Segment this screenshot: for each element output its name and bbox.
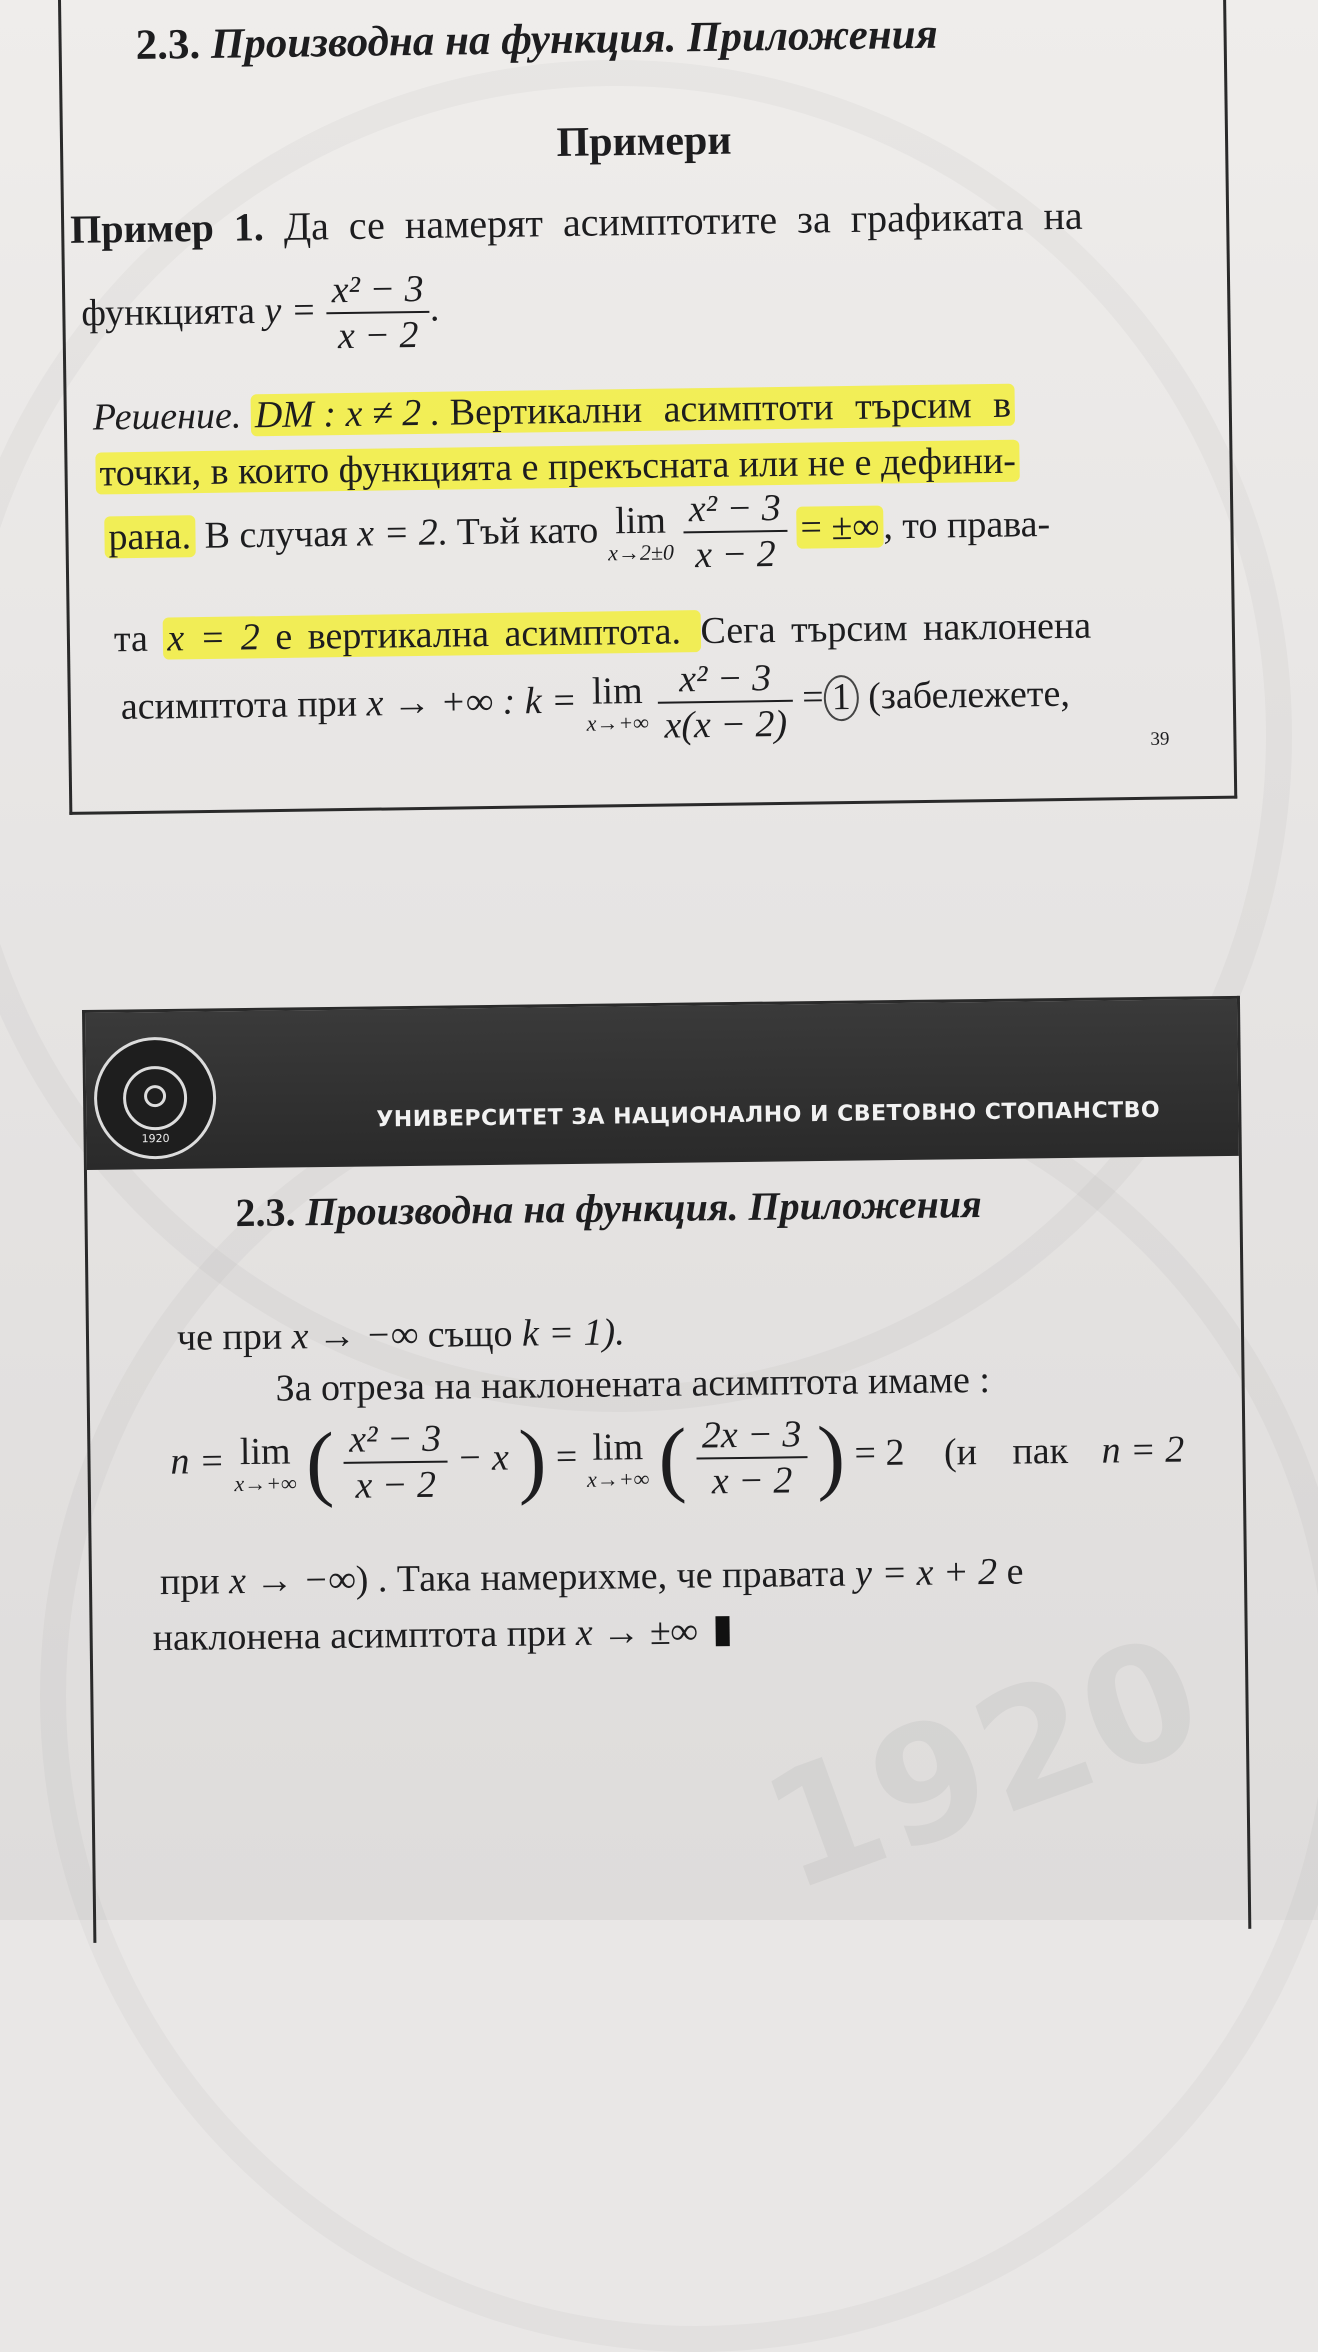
limit-1: lim x→2±0	[607, 499, 675, 566]
continuation-line: че при x → −∞ също k = 1).	[176, 1311, 625, 1359]
logo-year: 1920	[141, 1131, 170, 1146]
function-fraction: $\frac{\text{x² − 3}}{x - 2}$	[325, 267, 430, 358]
function-lhs: y =	[264, 289, 317, 332]
limit-b: lim x→+∞	[586, 1425, 650, 1493]
slide-1	[58, 0, 1237, 815]
watermark-year: 1920	[741, 1599, 1224, 1928]
solution-label: Решение.	[92, 394, 242, 439]
circled-result: 1	[823, 675, 859, 721]
highlight-1: DM : x ≠ 2 . Вертикални асимптоти търсим в	[251, 384, 1016, 437]
limit-a: lim x→+∞	[234, 1429, 297, 1497]
function-word: функцията	[81, 290, 256, 335]
intercept-formula: n = lim x→+∞ ( $\frac{\text{x² − 3}}{x - 2}$ − x ) = lim x→+∞ ( $\frac{2x - 3}{x - 2}$ ) = 2 (и пак n = 2	[170, 1409, 1185, 1510]
fraction-a: $\frac{\text{x² − 3}}{x - 2}$	[343, 1417, 448, 1508]
solution-line-4: та x = 2 е вертикална асимптота. Сега търсим наклонена	[113, 604, 1092, 661]
paren-open-b: (	[658, 1411, 688, 1505]
slide-2	[82, 996, 1251, 1943]
solution-line-3: рана. В случая x = 2. Тъй като lim x→2±0 $\frac{\text{x² − 3}}{x - 2}$ = ±∞, то права-	[104, 482, 1051, 585]
university-banner	[85, 999, 1239, 1170]
slide-2-title: 2.3. Производна на функция. Приложения	[235, 1181, 982, 1236]
paren-close-b: )	[816, 1409, 846, 1504]
limit-2-fraction: $\frac{\text{x² − 3}}{x(x - 2)}$	[657, 656, 793, 748]
paren-close-a: )	[517, 1413, 547, 1507]
university-logo	[93, 1036, 216, 1159]
university-name: УНИВЕРСИТЕТ ЗА НАЦИОНАЛНО И СВЕТОВНО СТОПАНСТВО	[376, 1097, 1161, 1133]
slope-line: асимптота при x → +∞ : k = lim x→+∞ $\frac{\text{x² − 3}}{x(x - 2)}$ = 1 (забележете,	[120, 657, 1071, 747]
slide-1-title: 2.3. Производна на функция. Приложения	[135, 10, 939, 69]
domain-expr: DM : x ≠ 2 .	[254, 391, 441, 437]
examples-heading: Примери	[556, 117, 732, 167]
logo-arc-icon	[144, 1085, 166, 1107]
solution-line	[93, 383, 1016, 440]
function-line: функцията y = $\frac{\text{x² − 3}}{x - 2}$ .	[81, 267, 440, 358]
logo-ring-icon	[123, 1066, 188, 1131]
conclusion-line-1: при x → −∞) . Така намерихме, че правата y = x + 2 е	[159, 1550, 1024, 1604]
conclusion-line-2: наклонена асимптота при x → ±∞	[152, 1609, 729, 1660]
fraction-b: $\frac{2x - 3}{x - 2}$	[696, 1412, 809, 1503]
example-label: Пример 1.	[69, 204, 265, 252]
end-of-proof-icon	[715, 1616, 729, 1646]
limit-2: lim x→+∞	[586, 669, 650, 737]
highlight-vertical-asymptote: x = 2 е вертикална асимптота.	[163, 610, 701, 659]
page-number: 39	[1150, 728, 1170, 750]
paren-open-a: (	[305, 1415, 335, 1510]
limit-1-fraction: $\frac{\text{x² − 3}}{x - 2}$	[683, 486, 788, 577]
intercept-intro: За отреза на наклонената асимптота имаме :	[275, 1358, 991, 1410]
example-1-line	[70, 192, 1083, 253]
solution-line-2: точки, в които функцията е прекъсната или не е дефини-	[95, 439, 1020, 496]
example-text: Да се намерят асимптотите за графиката на	[283, 192, 1083, 249]
